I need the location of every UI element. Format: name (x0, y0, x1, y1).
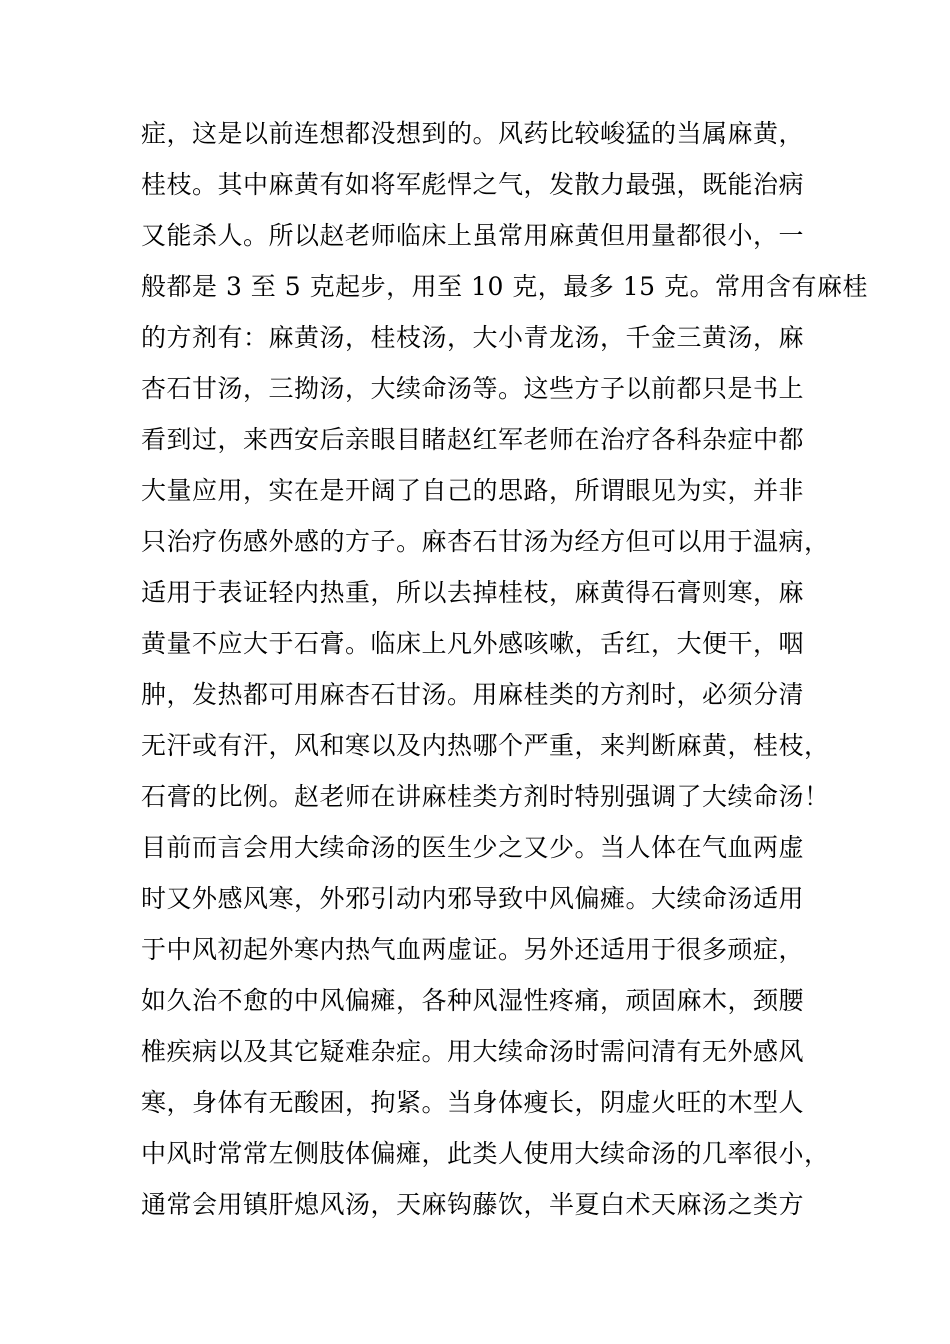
text-line: 适用于表证轻内热重，所以去掉桂枝，麻黄得石膏则寒，麻 (141, 578, 805, 607)
text-line: 症，这是以前连想都没想到的。风药比较峻猛的当属麻黄， (141, 119, 805, 148)
text-line: 时又外感风寒，外邪引动内邪导致中风偏瘫。大续命汤适用 (141, 884, 805, 913)
text-line: 如久治不愈的中风偏瘫，各种风湿性疼痛，顽固麻木，颈腰 (141, 986, 805, 1015)
text-line: 只治疗伤感外感的方子。麻杏石甘汤为经方但可以用于温病， (141, 527, 830, 556)
text-line: 般都是 3 至 5 克起步，用至 10 克，最多 15 克。常用含有麻桂 (141, 272, 869, 301)
text-line: 的方剂有：麻黄汤，桂枝汤，大小青龙汤，千金三黄汤，麻 (141, 323, 805, 352)
text-line: 石膏的比例。赵老师在讲麻桂类方剂时特别强调了大续命汤！ (141, 782, 830, 811)
text-line: 大量应用，实在是开阔了自己的思路，所谓眼见为实，并非 (141, 476, 805, 505)
text-line: 又能杀人。所以赵老师临床上虽常用麻黄但用量都很小，一 (141, 221, 805, 250)
text-line: 黄量不应大于石膏。临床上凡外感咳嗽，舌红，大便干，咽 (141, 629, 805, 658)
text-line: 目前而言会用大续命汤的医生少之又少。当人体在气血两虚 (141, 833, 805, 862)
body-text (141, 108, 869, 1230)
text-line: 肿，发热都可用麻杏石甘汤。用麻桂类的方剂时，必须分清 (141, 680, 805, 709)
text-line: 通常会用镇肝熄风汤，天麻钩藤饮，半夏白术天麻汤之类方 (141, 1190, 805, 1219)
text-line: 无汗或有汗，风和寒以及内热哪个严重，来判断麻黄，桂枝， (141, 731, 830, 760)
text-line: 看到过，来西安后亲眼目睹赵红军老师在治疗各科杂症中都 (141, 425, 805, 454)
text-line: 寒，身体有无酸困，拘紧。当身体瘦长，阴虚火旺的木型人 (141, 1088, 805, 1117)
text-line: 杏石甘汤，三拗汤，大续命汤等。这些方子以前都只是书上 (141, 374, 805, 403)
text-line: 于中风初起外寒内热气血两虚证。另外还适用于很多顽症， (141, 935, 805, 964)
text-line: 桂枝。其中麻黄有如将军彪悍之气，发散力最强，既能治病 (141, 170, 805, 199)
text-line: 中风时常常左侧肢体偏瘫，此类人使用大续命汤的几率很小， (141, 1139, 830, 1168)
text-line: 椎疾病以及其它疑难杂症。用大续命汤时需问清有无外感风 (141, 1037, 805, 1066)
